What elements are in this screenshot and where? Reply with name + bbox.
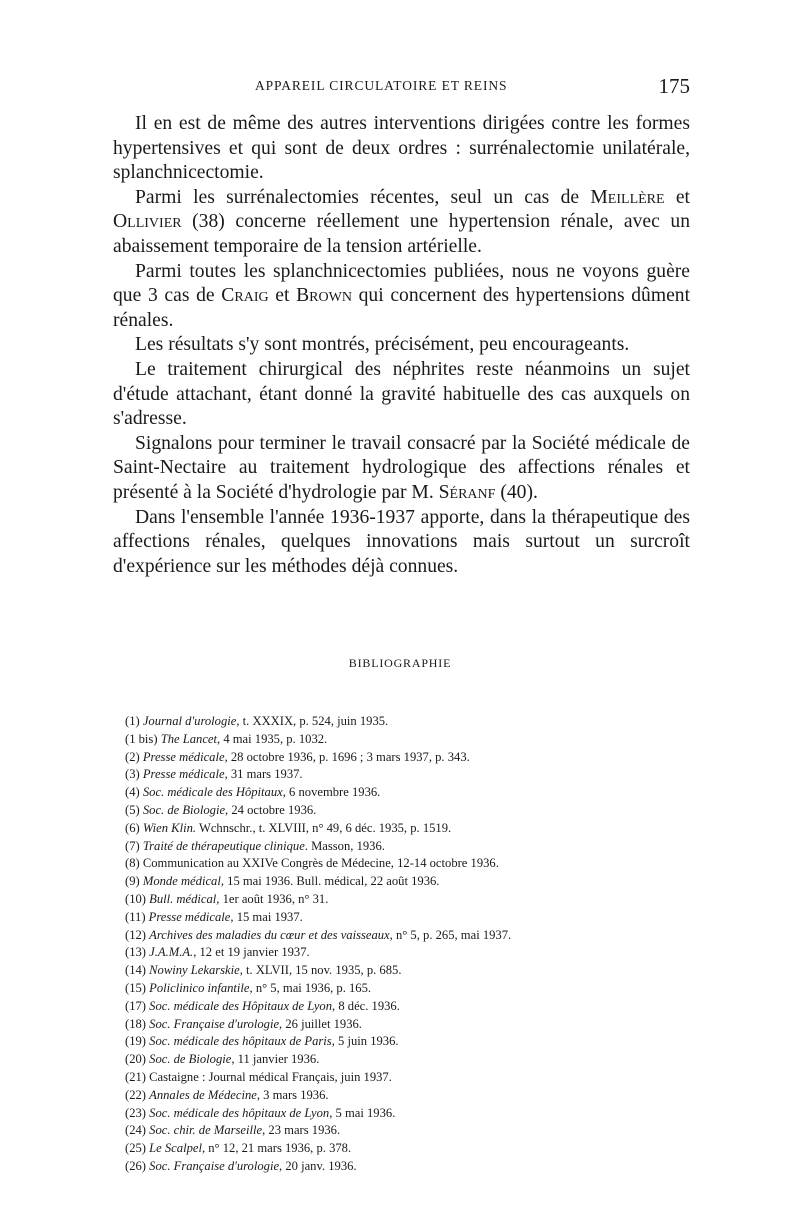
entry-source: Annales de Médecine	[149, 1087, 257, 1102]
entry-number: (12)	[125, 927, 150, 942]
paragraph-text: Le traitement chirurgical des néphrites reste néanmoins un sujet d'étude attachant, étant donné la gravité habituelle des cas auxquels on s'adresse.	[113, 358, 690, 430]
bibliography-entry	[125, 838, 705, 856]
entry-number: (15)	[125, 980, 150, 995]
paragraph	[113, 333, 690, 358]
entry-number: (20)	[125, 1052, 150, 1067]
entry-details: , 24 octobre 1936.	[225, 802, 317, 817]
entry-source: Journal d'urologie	[142, 714, 237, 728]
entry-source: Presse médicale	[142, 767, 225, 782]
entry-number: (2)	[125, 749, 143, 764]
bibliography-entry	[125, 980, 705, 998]
entry-number: (24)	[125, 1123, 150, 1138]
paragraph-text: Parmi toutes les splanchnicectomies publiées, nous ne voyons guère que 3 cas de	[113, 260, 690, 307]
bibliography-entry	[125, 909, 705, 927]
entry-details: , 1er août 1936, n° 31.	[216, 891, 329, 906]
entry-details: , 26 juillet 1936.	[279, 1016, 362, 1031]
bibliography-entry	[125, 820, 705, 838]
entry-number: (7)	[125, 838, 143, 853]
entry-source: Soc. médicale des hôpitaux de Paris	[149, 1034, 332, 1049]
entry-details: , t. XXXIX, p. 524, juin 1935.	[236, 714, 389, 728]
bibliography-entry	[125, 713, 705, 731]
entry-details: , 15 mai 1936. Bull. médical, 22 août 1936.	[220, 874, 440, 889]
entry-number: (17)	[125, 998, 150, 1013]
entry-source: Soc. Française d'urologie	[149, 1158, 280, 1173]
entry-source: Soc. médicale des Hôpitaux de Lyon	[149, 998, 333, 1013]
entry-number: (1)	[125, 714, 143, 728]
entry-number: (8)	[125, 856, 143, 871]
bibliography-entry	[125, 998, 705, 1016]
entry-source: The Lancet	[160, 731, 218, 746]
entry-source: Soc. chir. de Marseille	[149, 1123, 263, 1138]
paragraph-text: (38) concerne réellement une hypertension rénale, avec un abaissement temporaire de la tension artérielle.	[113, 211, 690, 257]
paragraph-text: et	[268, 285, 297, 307]
entry-details: , n° 12, 21 mars 1936, p. 378.	[201, 1141, 352, 1156]
paragraph-text: et	[664, 186, 690, 208]
entry-number: (5)	[125, 802, 143, 817]
entry-source: Monde médical	[142, 874, 221, 889]
entry-number: (14)	[125, 963, 150, 978]
paragraph	[113, 506, 690, 580]
entry-source: Soc. médicale des Hôpitaux	[142, 785, 283, 800]
bibliography-entry	[125, 1122, 705, 1140]
bibliography-title: BIBLIOGRAPHIE	[348, 656, 452, 670]
entry-details: , 3 mars 1936.	[256, 1087, 329, 1102]
running-title: APPAREIL CIRCULATOIRE ET REINS	[255, 78, 508, 93]
paragraph-text: (40).	[495, 481, 538, 503]
entry-details: , 28 octobre 1936, p. 1696 ; 3 mars 1937, p. 343.	[224, 749, 470, 764]
entry-source: Policlinico infantile	[149, 980, 250, 995]
entry-number: (9)	[125, 874, 143, 889]
author-name: Brown	[296, 285, 352, 307]
bibliography-list	[125, 713, 705, 1176]
entry-source: Bull. médical	[149, 891, 217, 906]
entry-number: (11)	[125, 909, 149, 924]
entry-details: Communication au XXIVe Congrès de Médecine, 12-14 octobre 1936.	[142, 856, 499, 871]
entry-source: Traité de thérapeutique clinique	[142, 838, 305, 853]
entry-source: Presse médicale	[142, 749, 225, 764]
author-name: Craig	[221, 285, 269, 307]
bibliography-entry	[125, 731, 705, 749]
entry-details: , 11 janvier 1936.	[231, 1052, 320, 1067]
page-header	[175, 76, 690, 98]
author-name: Ollivier	[113, 211, 182, 233]
bibliography-entry	[125, 891, 705, 909]
entry-details: , 8 déc. 1936.	[332, 998, 400, 1013]
entry-number: (18)	[125, 1016, 150, 1031]
bibliography-entry	[125, 927, 705, 945]
entry-number: (26)	[125, 1158, 150, 1173]
bibliography-entry	[125, 802, 705, 820]
entry-source: Soc. de Biologie	[149, 1052, 232, 1067]
entry-details: Wchnschr., t. XLVIII, n° 49, 6 déc. 1935, p. 1519.	[196, 820, 452, 835]
bibliography-entry	[125, 749, 705, 767]
entry-details: , 15 mai 1937.	[230, 909, 303, 924]
entry-number: (22)	[125, 1087, 150, 1102]
bibliography-entry	[125, 1158, 705, 1176]
entry-source: Archives des maladies du cœur et des vaisseaux	[149, 927, 390, 942]
entry-number: (4)	[125, 785, 143, 800]
page-number: 175	[658, 74, 690, 98]
entry-number: (13)	[125, 945, 150, 960]
entry-number: (10)	[125, 891, 150, 906]
entry-source: Nowiny Lekarskie	[149, 963, 240, 978]
entry-source: Presse médicale	[148, 909, 231, 924]
author-name: Meillère	[590, 186, 665, 208]
entry-details: , 12 et 19 janvier 1937.	[193, 945, 310, 960]
paragraph	[113, 112, 690, 186]
entry-details: , 5 juin 1936.	[331, 1034, 399, 1049]
paragraph-text: Signalons pour terminer le travail consacré par la Société médicale de Saint-Nectaire au traitement hydrologique des affections rénales et présenté à la Société d'hydrologie par M.	[113, 432, 690, 503]
paragraph	[113, 260, 690, 334]
bibliography-entry	[125, 1069, 705, 1087]
bibliography-entry	[125, 944, 705, 962]
body-text	[113, 112, 690, 579]
paragraph-text: qui concernent des hypertensions dûment rénales.	[113, 285, 691, 331]
bibliography-entry	[125, 855, 705, 873]
entry-details: , 5 mai 1936.	[329, 1105, 396, 1120]
paragraph	[113, 186, 690, 260]
paragraph	[113, 432, 690, 506]
entry-details: . Masson, 1936.	[304, 838, 385, 853]
paragraph	[113, 358, 690, 432]
entry-number: (6)	[125, 820, 143, 835]
entry-number: (19)	[125, 1034, 150, 1049]
bibliography-entry	[125, 784, 705, 802]
bibliography-entry	[125, 1140, 705, 1158]
bibliography-entry	[125, 1016, 705, 1034]
entry-number: (1 bis)	[125, 731, 161, 746]
entry-number: (21)	[125, 1069, 150, 1084]
bibliography-entry	[125, 1087, 705, 1105]
entry-details: , 4 mai 1935, p. 1032.	[217, 731, 328, 746]
entry-source: Soc. Française d'urologie	[149, 1016, 280, 1031]
bibliography-entry	[125, 766, 705, 784]
bibliography-entry	[125, 962, 705, 980]
entry-details: Castaigne : Journal médical Français, juin 1937.	[149, 1069, 392, 1084]
paragraph-text: Les résultats s'y sont montrés, précisément, peu encourageants.	[135, 334, 630, 356]
entry-details: , 20 janv. 1936.	[279, 1158, 357, 1173]
entry-source: Soc. médicale des hôpitaux de Lyon	[149, 1105, 330, 1120]
entry-source: Le Scalpel	[149, 1141, 202, 1156]
entry-number: (3)	[125, 767, 143, 782]
bibliography-entry	[125, 873, 705, 891]
entry-source: Soc. de Biologie	[142, 802, 226, 817]
entry-details: , n° 5, mai 1936, p. 165.	[249, 980, 372, 995]
entry-source: J.A.M.A.	[149, 945, 194, 960]
entry-source: Wien Klin.	[142, 820, 197, 835]
entry-number: (25)	[125, 1141, 150, 1156]
paragraph-text: Il en est de même des autres interventions dirigées contre les formes hypertensives et qui sont de deux ordres : surrénalectomie unilatérale, splanchnicectomie.	[113, 113, 690, 184]
paragraph-text: Parmi les surrénalectomies récentes, seul un cas de	[135, 186, 591, 208]
bibliography-entry	[125, 1033, 705, 1051]
author-name: Séranf	[438, 481, 496, 503]
bibliography-entry	[125, 1105, 705, 1123]
bibliography-entry	[125, 1051, 705, 1069]
entry-details: , 6 novembre 1936.	[282, 785, 381, 800]
entry-details: , 31 mars 1937.	[224, 767, 303, 782]
entry-details: , t. XLVII, 15 nov. 1935, p. 685.	[239, 963, 402, 978]
paragraph-text: Dans l'ensemble l'année 1936-1937 apporte, dans la thérapeutique des affections rénales, quelques innovations mais surtout un surcroît d'expérience sur les méthodes déjà connues.	[113, 506, 690, 577]
entry-details: , n° 5, p. 265, mai 1937.	[389, 927, 512, 942]
entry-number: (23)	[125, 1105, 150, 1120]
entry-details: , 23 mars 1936.	[262, 1123, 341, 1138]
